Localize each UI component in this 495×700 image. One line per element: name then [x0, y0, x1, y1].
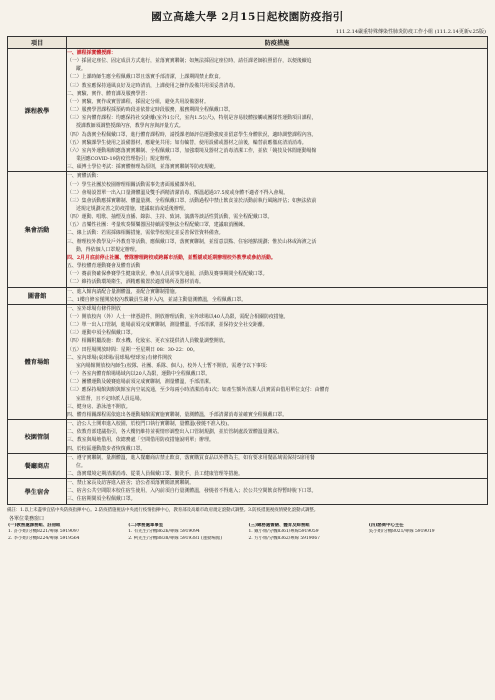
guideline-line: （一）採固定座位、固定成員方式進行，並落實實聯制；如無法採固定座位時，請任課老師拍照留存，以便後續追	[67, 58, 312, 65]
guideline-line: 一、課程採實體授課：	[67, 50, 116, 56]
table-row	[8, 304, 488, 419]
guideline-line: 位。	[76, 462, 86, 469]
guideline-line: （一）實驗、實作或實習課程，採固定分組，避免共用設備器材。	[67, 98, 209, 105]
section-content	[67, 172, 488, 287]
guideline-line: 三、辦理校外教學及戶外教育等活動，應佩戴口罩，落實實聯制，並留意景點、住宿地點規劃；惟於山林或海濱之活	[67, 238, 317, 245]
guideline-line: 二、依教育部建議指引，各大樓仍維持並視情形調整出入口管制規劃，並於管制處設置體溫量測站。	[67, 429, 283, 436]
guideline-line: （五）實驗課學生使用之設備器材，應避免共用；如有輪替，使用設備或器材之前後，輪替前應徹底清消消毒。	[67, 139, 307, 146]
section-category: 校園管制	[8, 420, 67, 454]
section-category: 課程教學	[8, 49, 67, 172]
guideline-line: 授課教師須調整授課內容，教學內容與評量方式。	[76, 123, 184, 130]
contact-unit: (二)學務處軍事室	[128, 522, 164, 528]
contact-unit: (三)總務處營繕、體育及綜務組	[248, 522, 310, 528]
contacts-table	[7, 523, 488, 543]
guideline-line: 一、室外球場有條件開放	[67, 305, 121, 312]
guideline-line: 一、實體活動：	[67, 173, 102, 180]
section-content	[67, 304, 488, 419]
contact-person	[368, 536, 488, 543]
guideline-line: 三、教室與場地借用，依總務處「空間借用防疫措施說明單」辦理。	[67, 437, 214, 444]
guideline-line: 業因應COVID-19防疫管理指引」規定辦理。	[76, 156, 175, 163]
guideline-line: （四）為落實全程佩戴口罩，進行體育課程時，請授課老師評估運動強度並留意學生身體狀況，適時調整課程內容。	[67, 131, 317, 138]
contacts-title: 各單位業務窗口	[9, 515, 45, 522]
guideline-line: （三）室內體育課程：均應保持社交距離(室外1公尺，室內1.5公尺)，特別是容易肢體接觸或團隊性運動項目課程，	[67, 115, 317, 122]
guideline-line: （三）集會活動應採實聯制、體溫量測、全程佩戴口罩、活動過程中禁止飲食並於活動前執行風險評估；如無法依前	[67, 197, 317, 204]
guideline-line: （二）會場設置單一出入口量測體溫及雙手酒精清潔消毒，額溫超過37.5度或身體不適者不得入會場。	[67, 189, 289, 196]
guideline-line: （三）應保持場館與館與館室內空氣流通，至少每兩小時清潔消毒1次；如產生額外清潔人員實需由借用單位支付：由體育	[67, 387, 330, 394]
contact-person: 吳小姐/分機8021/專線 5919019	[368, 529, 435, 535]
guideline-line: 四、體育相關課程需依進出各運動場館需實施實聯制，量測體溫，手部清潔消毒並確實全程佩戴口罩。	[67, 411, 288, 418]
guideline-line: 述規定規劃完善之防疫措施，建議取消或延後辦理。	[76, 205, 189, 212]
guideline-line: （一）學生社團於校園辦理相關活動需事先書面報備課外組。	[67, 181, 200, 188]
guideline-line: （一）賽前資確保參賽學生健康狀況，參加人員需事先通報，活動及賽事期間全程配戴口罩。	[67, 271, 268, 278]
contact-unit: (一)教務處課務組、註冊組	[8, 522, 61, 528]
guideline-line: （六）室內外運動場館應落實實聯制、全程佩戴口罩，加強環境及器材之消毒清潔工作，並依「競技及休閒運動場館	[67, 147, 317, 154]
guideline-line: 四、於校區運動散步者恢復戴口罩。	[67, 445, 146, 452]
guideline-line: （二）服務學習課程採預約時段並依排定時段服務，服務期間全程佩戴口罩。	[67, 107, 234, 114]
guideline-line: （二）維持活動環境衛生，酒精應備置於適當場所及器材消毒。	[67, 279, 204, 286]
guideline-line: 三、健身房、游泳池不開放。	[67, 403, 131, 410]
guideline-line: （一）開放校內（外）人士一律憑證件，開放辦理活動，室外球場以40人為限，需配合相關防疫措施。	[67, 314, 289, 320]
table-row	[8, 479, 488, 504]
guideline-line: （四）運動、唱歌、抽煙及直播、錄影、主持、致詞、演講等談話性質活動，需全程配戴口罩。	[67, 214, 273, 221]
guideline-line: 二、實驗、實作、體育課及服務學習：	[67, 90, 151, 97]
section-content	[67, 479, 488, 504]
document-page	[7, 8, 488, 543]
section-category: 集會活動	[8, 172, 67, 287]
table-row	[8, 453, 488, 478]
contact-person: 1. 有先生/分機8626/專線 5919094	[128, 529, 200, 535]
guideline-line: （一）各室內體育館場場域內以20人為限，運動中全程佩戴口罩。	[67, 371, 211, 378]
guideline-line: 一、進入館內請配合量測體溫，並配合實聯制措施。	[67, 288, 180, 295]
guideline-line: （二）單一出入口管制，進場前須完成實聯制，測量體溫，手部清潔，並保持安全社交距離。	[67, 322, 268, 329]
page-title: 國立高雄大學 2月15日起校園防疫指引	[151, 11, 344, 23]
guideline-line: （二）上課時師生應全程佩戴口罩且落實手部清潔，上課期間禁止飲食。	[67, 74, 224, 81]
guideline-line: 四、2月月底前停止社團、營隊辦理跨校或跨縣市活動，並暫緩或延期辦理校外教學或參訪活動。	[67, 254, 276, 261]
guideline-line: （五）田徑場開放時間：星期一至星期日 08：30-22：00。	[67, 346, 198, 353]
guideline-line: 室內場館開放校內師生(校隊、社團、系隊、個人)，校外人士暫不開放，需遵守以下事項：	[76, 362, 271, 369]
contact-unit: (四)諮商中心主任	[368, 522, 404, 528]
guideline-line: 三、碩博士學位考試：採實體辦理為原則，並落實實聯制等防疫規範。	[67, 164, 219, 171]
guideline-line: 一、禁止家長及訪客進入宿舍；洽公者須落實簡訊實聯制。	[67, 480, 195, 487]
table-row	[8, 172, 488, 287]
header-guide: 防疫措施	[67, 37, 488, 49]
section-content	[67, 420, 488, 454]
guidelines-table	[7, 36, 488, 505]
header-item: 項目	[8, 37, 67, 49]
page-subtitle: 111.2.14嚴重特殊傳染性肺炎防疫工作小組 (111.2.14更新v.25版)	[335, 29, 486, 35]
guideline-line: 一、洽公人士開車進入校園，於校門口執行實聯制，量體溫(發燒不准入校)。	[67, 421, 233, 428]
contact-person: 2. 方小姐/分機8362/專線 5919067	[248, 536, 320, 542]
guideline-line: 二、室內球場(桌球場/羽球場/壁球室)有條件開放	[67, 354, 172, 361]
guideline-line: 一、遵守實聯制，量測體溫，進入餐廳商店禁止飲食，落實購買食品以外帶為主，如有要求用餐區域需保持5席用餐	[67, 454, 315, 461]
table-row	[8, 49, 488, 172]
guideline-line: （五）音樂性社團：考量吹奏類樂器因持續需要無法全程配戴口罩，建議取消團練。	[67, 222, 248, 229]
table-header-row	[8, 37, 488, 49]
guideline-line: 蹤。	[76, 66, 86, 73]
section-category: 圖書館	[8, 287, 67, 304]
section-category: 體育場館	[8, 304, 67, 419]
table-row	[8, 420, 488, 454]
guideline-line: （三）教室應保持通風良好及定時清消，上課使用之操作設備共用須妥善清毒。	[67, 82, 239, 89]
guideline-line: 室監督，且不定時派人員巡場。	[76, 395, 145, 402]
section-content	[67, 49, 488, 172]
guideline-line: 二、宿舍公共空間限本校住宿生使用，入內前須自行量測體溫，發燒者不得進入；於公共空間飲食得暫時脫下口罩。	[67, 488, 317, 495]
contact-person: 1. 戴小姐/分機8361/專線5919059	[248, 529, 319, 535]
section-category: 學生宿舍	[8, 479, 67, 504]
guideline-line: 五、學校體育運動賽會及體育活動	[67, 263, 141, 270]
contact-person: 2. 李小姐/分機8224/專線 5919564	[8, 536, 80, 542]
guideline-line: 二、落實環境定期清潔消毒、從業人員佩戴口罩、勤洗手，員工健康管理等措施。	[67, 470, 244, 477]
guideline-line: （三）運動中須全程佩戴口罩。	[67, 330, 136, 337]
guideline-line: 三、住宿期間須全程佩戴口罩。	[67, 496, 136, 503]
section-content	[67, 287, 488, 304]
guideline-line: （二）團體運動及競賽進場前須完成實聯制，測量體溫，手部清潔。	[67, 379, 214, 386]
contact-person: 1. 許小姐/分機8221/專線 5919097	[8, 529, 80, 535]
table-row	[8, 287, 488, 304]
section-category: 餐廳商店	[8, 453, 67, 478]
guideline-line: 二、線上活動：若需採線相關措施，需依學校規定並妥善保管資料備查。	[67, 230, 224, 237]
footnote: 備註：1.以上未盡事宜依中央防疫指揮中心。2.防疫措施視法中央流行疫情指揮中心，教育部及高雄市政府規定滾動式調整。3.防疫措施視疫情變化滾動式調整。	[7, 507, 319, 513]
guideline-line: （四）相關附屬設施：飲水機、化妝室、更衣室提供清人員數量調整開放。	[67, 338, 229, 345]
section-content	[67, 453, 488, 478]
guideline-line: 動，得依個人口罩規定辦理。	[76, 246, 140, 253]
guideline-line: 二、1樓自修室僅開放校內教職員生刷卡入內，並請主動量測體溫，全程佩戴口罩。	[67, 296, 247, 303]
contact-person: 2. 柯先生/分機8838/專線 5919381 (運動場館)	[128, 536, 223, 542]
